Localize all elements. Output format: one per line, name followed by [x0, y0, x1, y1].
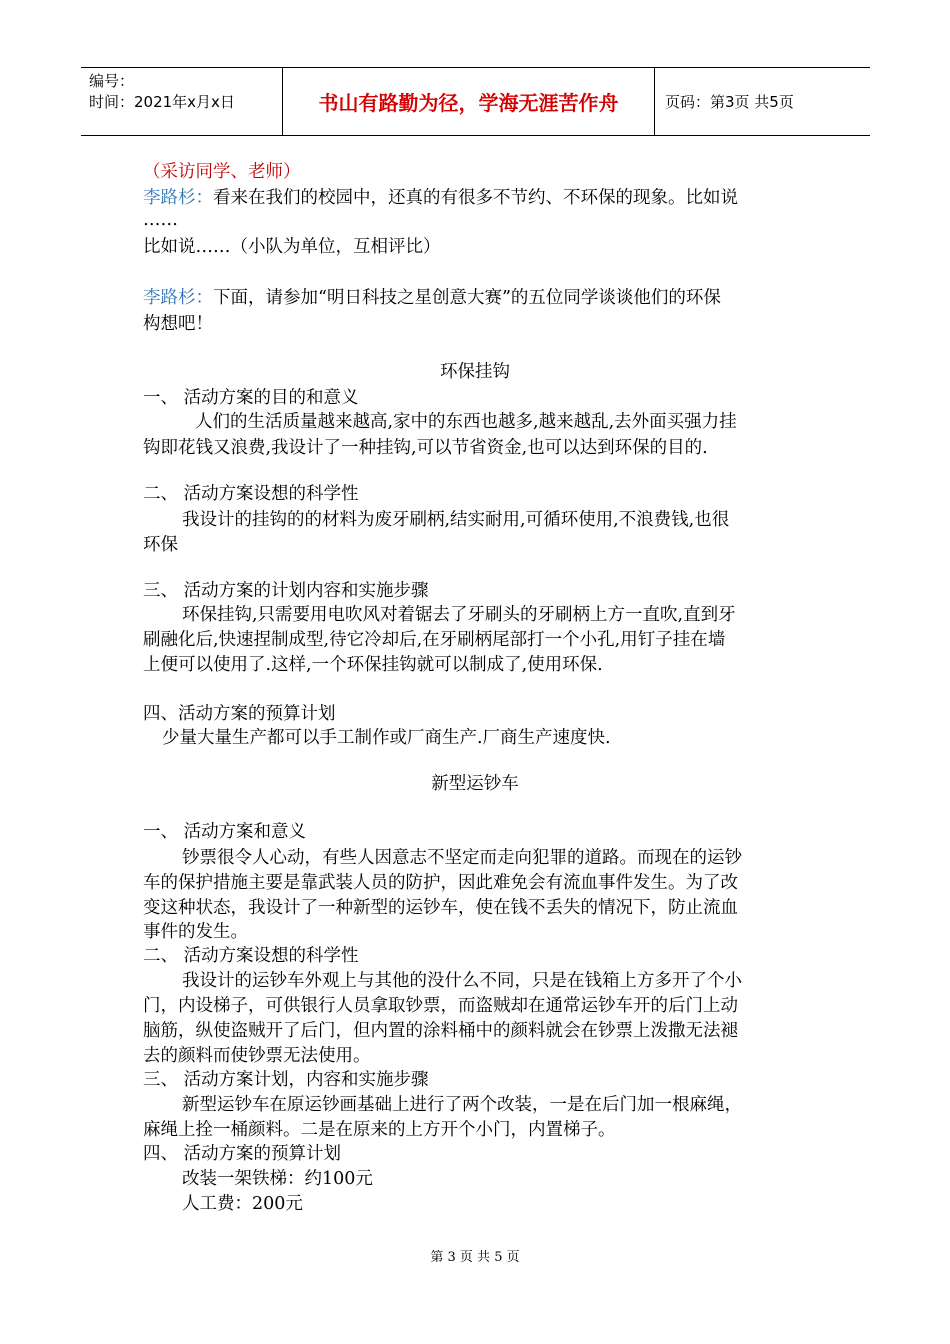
serial-label: 编号： [89, 72, 135, 90]
truck-paragraph: 新型运钞车在原运钞画基础上进行了两个改装，一是在后门加一根麻绳， [182, 1095, 742, 1115]
dialogue-line-4 [143, 286, 721, 310]
truck-paragraph: 钞票很令人心动，有些人因意志不坚定而走向犯罪的道路。而现在的运钞 [182, 848, 742, 868]
hook-title: 环保挂钩 [440, 362, 510, 382]
interview-note: （采访同学、老师） [143, 162, 301, 182]
header-page-number: 页码：第3页 共5页 [665, 93, 794, 111]
page-header [81, 67, 870, 136]
speaker-name: 李路杉： [143, 188, 213, 208]
hook-paragraph: 我设计的挂钩的的材料为废牙刷柄,结实耐用,可循环使用,不浪费钱,也很 [182, 510, 730, 530]
hook-section-1-heading: 一、 活动方案的目的和意义 [143, 388, 359, 408]
truck-title: 新型运钞车 [431, 774, 519, 794]
dialogue-text: 下面，请参加“明日科技之星创意大赛”的五位同学谈谈他们的环保 [213, 288, 721, 308]
page-footer: 第 3 页 共 5 页 [430, 1250, 520, 1265]
truck-paragraph: 脑筋，纵使盗贼开了后门，但内置的涂料桶中的颜料就会在钞票上泼撒无法褪 [143, 1021, 738, 1041]
hook-section-2-heading: 二、 活动方案设想的科学性 [143, 484, 359, 504]
hook-paragraph: 钩即花钱又浪费,我设计了一种挂钩,可以节省资金,也可以达到环保的目的. [143, 438, 708, 458]
hook-paragraph: 刷融化后,快速捏制成型,待它冷却后,在牙刷柄尾部打一个小孔,用钉子挂在墙 [143, 630, 726, 650]
truck-paragraph: 变这种状态，我设计了一种新型的运钞车，使在钱不丢失的情况下，防止流血 [143, 898, 738, 918]
dialogue-line-5: 构想吧！ [143, 314, 213, 334]
dialogue-line-3: 比如说……（小队为单位，互相评比） [143, 237, 441, 257]
hook-section-3-heading: 三、 活动方案的计划内容和实施步骤 [143, 581, 429, 601]
truck-paragraph: 改装一架铁梯：约100元 [182, 1169, 373, 1189]
dialogue-line-2: …… [143, 210, 178, 230]
hook-paragraph: 环保 [143, 535, 178, 555]
header-motto: 书山有路勤为径，学海无涯苦作舟 [283, 68, 655, 135]
truck-paragraph: 麻绳上拴一桶颜料。二是在原来的上方开个小门，内置梯子。 [143, 1120, 616, 1140]
dialogue-text: 看来在我们的校园中，还真的有很多不节约、不环保的现象。比如说 [213, 188, 738, 208]
truck-section-1-heading: 一、 活动方案和意义 [143, 822, 307, 842]
hook-paragraph: 环保挂钩,只需要用电吹风对着锯去了牙刷头的牙刷柄上方一直吹,直到牙 [182, 605, 736, 625]
truck-paragraph: 人工费：200元 [182, 1194, 303, 1214]
truck-paragraph: 门，内设梯子，可供银行人员拿取钞票，而盗贼却在通常运钞车开的后门上动 [143, 996, 738, 1016]
hook-paragraph: 少量大量生产都可以手工制作或厂商生产.厂商生产速度快. [162, 728, 611, 748]
truck-paragraph: 事件的发生。 [143, 922, 248, 942]
date-label: 时间：2021年x月x日 [89, 93, 235, 111]
dialogue-line-1 [143, 186, 738, 210]
header-meta [81, 68, 283, 135]
speaker-name: 李路杉： [143, 288, 213, 308]
truck-paragraph: 我设计的运钞车外观上与其他的没什么不同，只是在钱箱上方多开了个小 [182, 971, 742, 991]
hook-paragraph: 上便可以使用了.这样,一个环保挂钩就可以制成了,使用环保. [143, 655, 603, 675]
truck-section-4-heading: 四、 活动方案的预算计划 [143, 1144, 342, 1164]
truck-paragraph: 车的保护措施主要是靠武装人员的防护，因此难免会有流血事件发生。为了改 [143, 873, 738, 893]
truck-paragraph: 去的颜料而使钞票无法使用。 [143, 1046, 371, 1066]
hook-paragraph: 人们的生活质量越来越高,家中的东西也越多,越来越乱,去外面买强力挂 [195, 412, 737, 432]
hook-section-4-heading: 四、活动方案的预算计划 [143, 704, 336, 724]
truck-section-2-heading: 二、 活动方案设想的科学性 [143, 946, 359, 966]
truck-section-3-heading: 三、 活动方案计划，内容和实施步骤 [143, 1070, 429, 1090]
